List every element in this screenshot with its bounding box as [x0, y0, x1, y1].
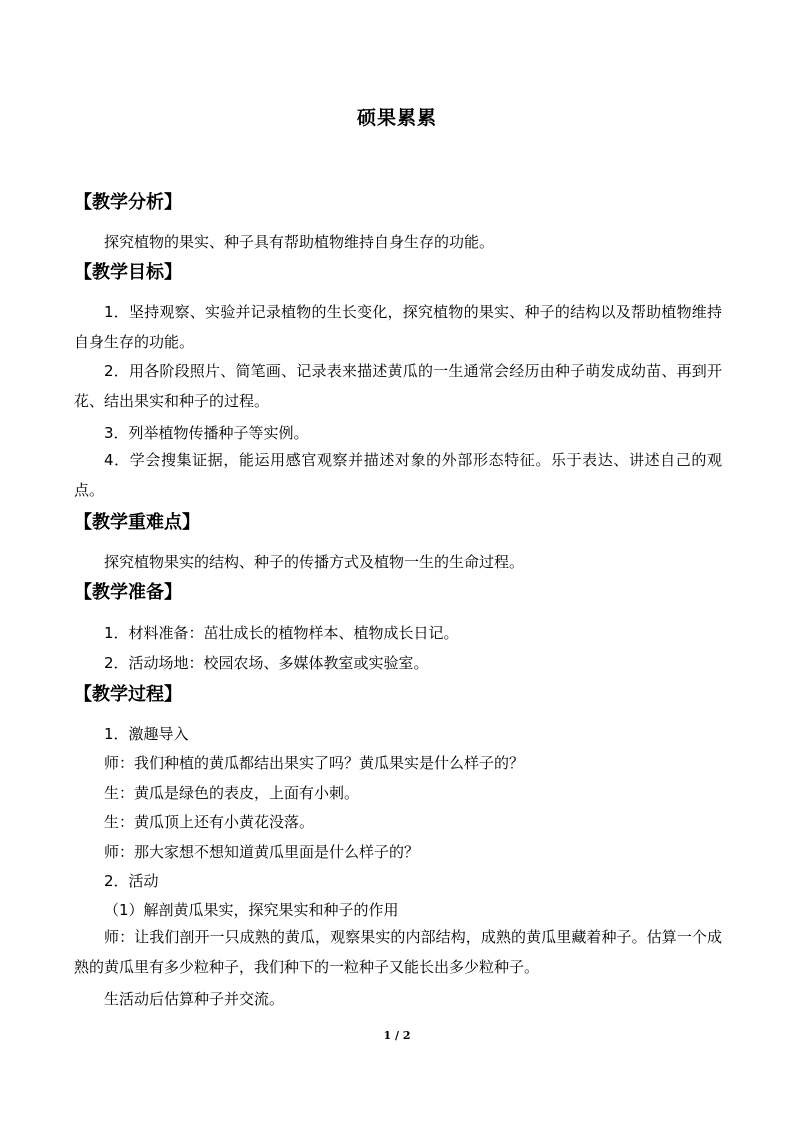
- process-line: 2．活动: [104, 872, 159, 890]
- process-line: 生活动后估算种子并交流。: [104, 990, 285, 1008]
- process-line: 师：我们种植的黄瓜都结出果实了吗？黄瓜果实是什么样子的？: [104, 754, 525, 772]
- goal-item: 4．学会搜集证据，能运用感官观察并描述对象的外部形态特征。乐于表达、讲述自己的观点。: [74, 451, 722, 499]
- page-number: 1 / 2: [383, 1029, 411, 1042]
- goal-item: 1．坚持观察、实验并记录植物的生长变化，探究植物的果实、种子的结构以及帮助植物维持自身生存的功能。: [74, 303, 722, 351]
- process-line: 师：让我们剖开一只成熟的黄瓜，观察果实的内部结构，成熟的黄瓜里藏着种子。估算一个成熟的黄瓜里有多少粒种子，我们种下的一粒种子又能长出多少粒种子。: [74, 928, 722, 976]
- process-line: （1）解剖黄瓜果实，探究果实和种子的作用: [104, 901, 399, 919]
- process-line: 生：黄瓜是绿色的表皮，上面有小刺。: [104, 784, 360, 802]
- preparation-item: 1．材料准备：茁壮成长的植物样本、植物成长日记。: [104, 624, 459, 642]
- section-heading-process: 【教学过程】: [74, 684, 182, 705]
- section-heading-goals: 【教学目标】: [74, 262, 182, 283]
- process-line: 师：那大家想不想知道黄瓜里面是什么样子的？: [104, 843, 420, 861]
- process-line: 生：黄瓜顶上还有小黄花没落。: [104, 813, 315, 831]
- process-line: 1．激趣导入: [104, 725, 189, 743]
- goal-item: 2．用各阶段照片、简笔画、记录表来描述黄瓜的一生通常会经历由种子萌发成幼苗、再到开花、结出果实和种子的过程。: [74, 362, 722, 410]
- keypoints-text: 探究植物果实的结构、种子的传播方式及植物一生的生命过程。: [104, 553, 525, 571]
- document-title: 硕果累累: [356, 107, 437, 129]
- section-heading-keypoints: 【教学重难点】: [74, 512, 200, 533]
- analysis-text: 探究植物的果实、种子具有帮助植物维持自身生存的功能。: [104, 233, 495, 251]
- preparation-item: 2．活动场地：校园农场、多媒体教室或实验室。: [104, 654, 429, 672]
- section-heading-analysis: 【教学分析】: [74, 192, 182, 213]
- section-heading-preparation: 【教学准备】: [74, 582, 182, 603]
- goal-item: 3．列举植物传播种子等实例。: [104, 424, 309, 442]
